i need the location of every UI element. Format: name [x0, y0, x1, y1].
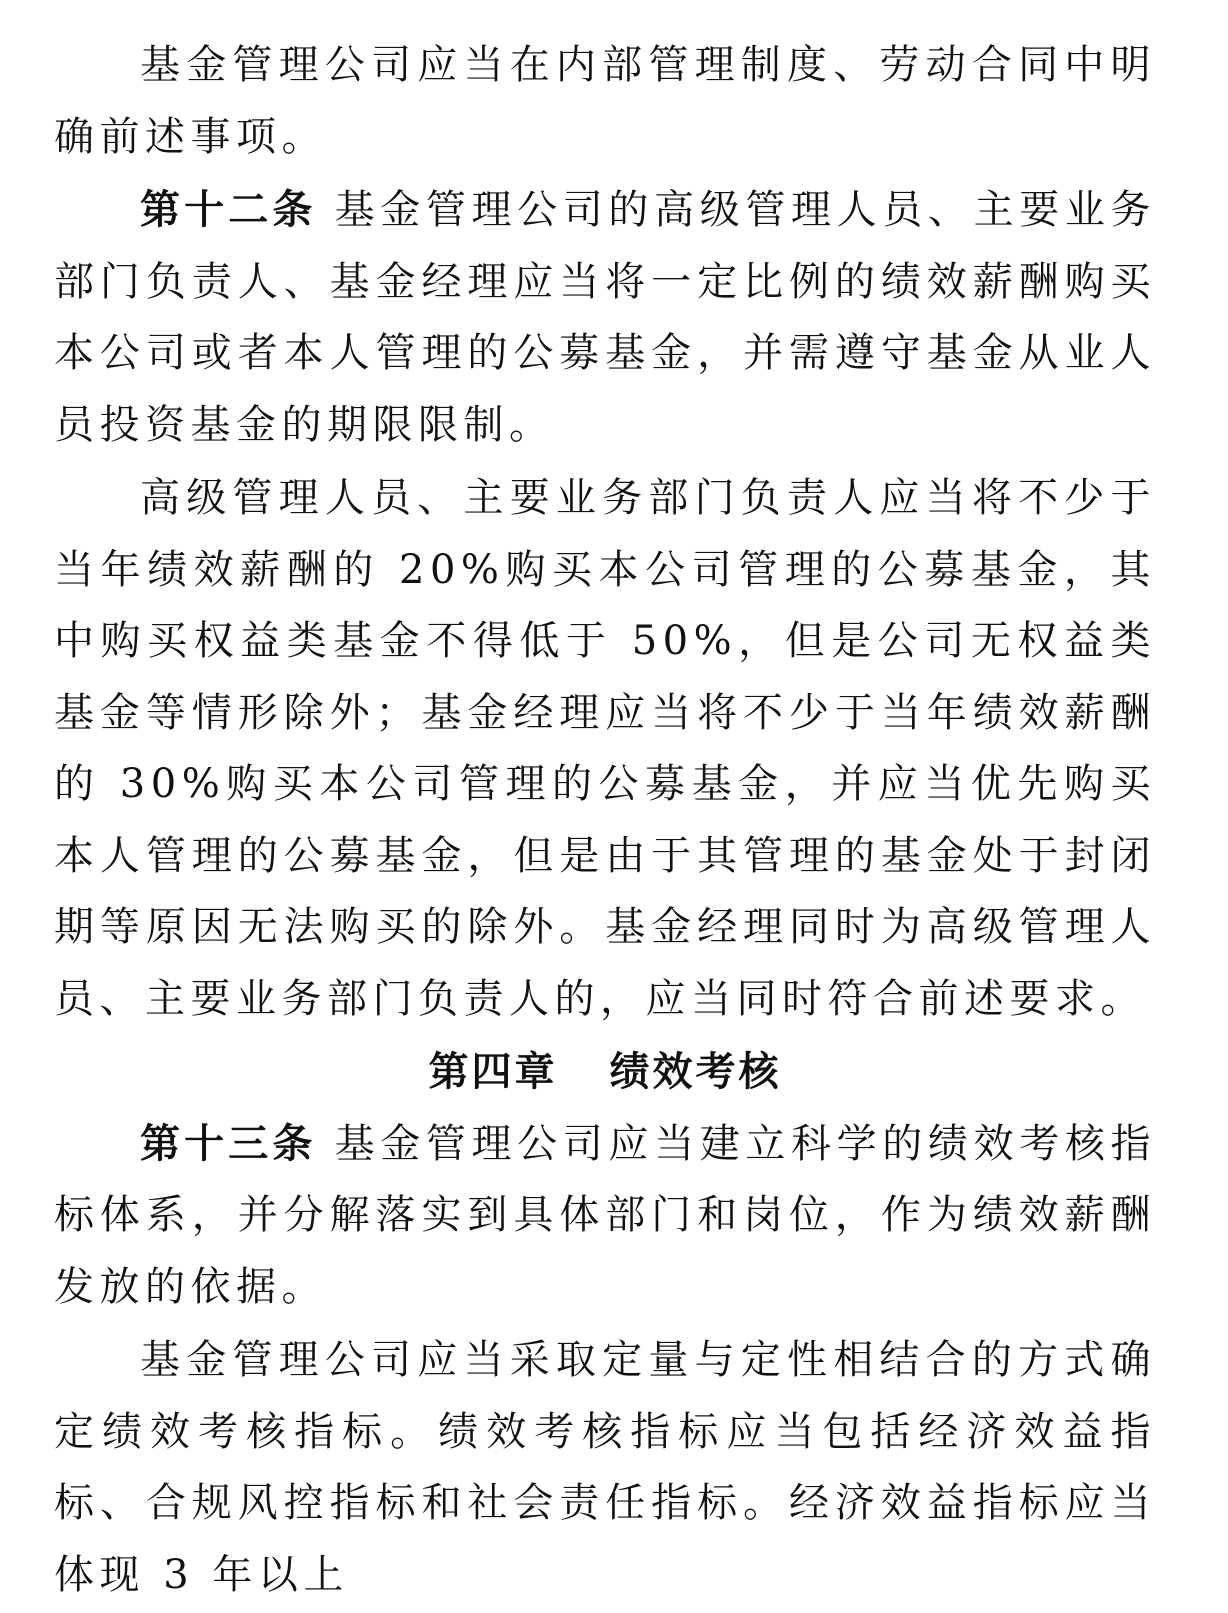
paragraph-contract-terms: 基金管理公司应当在内部管理制度、劳动合同中明确前述事项。 [54, 42, 1156, 160]
chapter-4-title: 绩效考核 [609, 1049, 782, 1095]
chapter-4-number: 第四章 [428, 1049, 558, 1095]
paragraph-purchase-requirements: 高级管理人员、主要业务部门负责人应当将不少于当年绩效薪酬的 20%购买本公司管理的公募基金，其中购买权益类基金不得低于 50%，但是公司无权益类基金等情形除外；基金经理应当将不少于当年绩效薪酬的 30%购买本公司管理的公募基金，并应当优先购买本人管理的公募基金，但是由于其管理的基金处于封闭期等原因无法购买的除外。基金经理同时为高级管理人员、主要业务部门负责人的，应当同时符合前述要求。 [54, 475, 1156, 1022]
chapter-4-heading [54, 1037, 1156, 1109]
article-13-paragraph [54, 1109, 1156, 1324]
article-12-text: 基金管理公司的高级管理人员、主要业务部门负责人、基金经理应当将一定比例的绩效薪酬购买本公司或者本人管理的公募基金，并需遵守基金从业人员投资基金的期限限制。 [54, 187, 1157, 448]
article-12-label: 第十二条 [140, 187, 317, 233]
article-13-text: 基金管理公司应当建立科学的绩效考核指标体系，并分解落实到具体部门和岗位，作为绩效薪酬发放的依据。 [54, 1120, 1157, 1310]
article-12-paragraph [54, 175, 1156, 461]
paragraph-performance-indicators: 基金管理公司应当采取定量与定性相结合的方式确定绩效考核指标。绩效考核指标应当包括经济效益指标、合规风控指标和社会责任指标。经济效益指标应当体现 3 年以上 [54, 1337, 1156, 1598]
article-13-label: 第十三条 [140, 1120, 317, 1167]
document-page [54, 30, 1156, 1613]
